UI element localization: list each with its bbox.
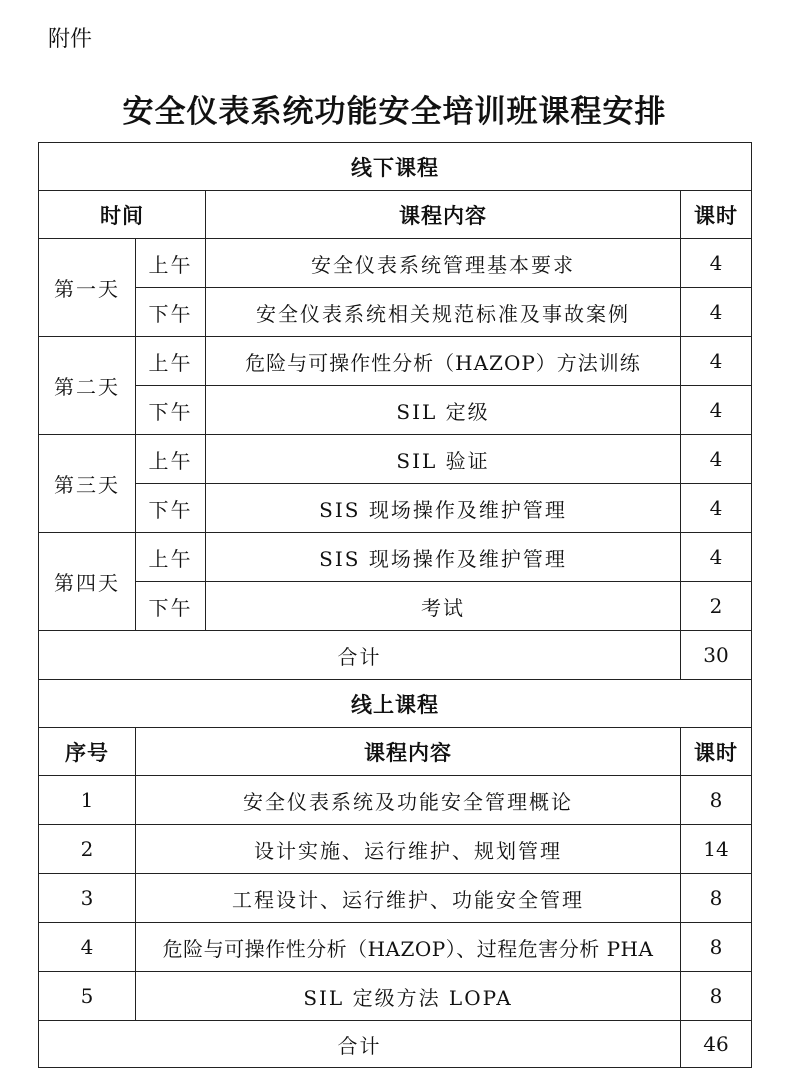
period-label: 下午 [136,484,206,533]
period-label: 下午 [136,288,206,337]
course-hours: 4 [681,435,752,484]
row-index: 1 [39,776,136,825]
course-content: SIL 验证 [206,435,681,484]
total-label: 合计 [39,631,681,680]
day-label: 第四天 [39,533,136,631]
course-hours: 8 [681,972,752,1021]
day-label: 第二天 [39,337,136,435]
course-content: SIS 现场操作及维护管理 [206,484,681,533]
course-content: 安全仪表系统管理基本要求 [206,239,681,288]
total-hours: 46 [681,1021,752,1068]
header-content: 课程内容 [136,728,681,776]
table-row [39,337,752,386]
header-time: 时间 [39,191,206,239]
offline-section-title: 线下课程 [39,143,752,191]
table-row [39,386,752,435]
course-content: 安全仪表系统相关规范标准及事故案例 [206,288,681,337]
online-header-row [39,728,752,776]
course-content: 安全仪表系统及功能安全管理概论 [136,776,681,825]
header-hours: 课时 [681,191,752,239]
course-content: SIS 现场操作及维护管理 [206,533,681,582]
course-hours: 4 [681,239,752,288]
course-hours: 4 [681,288,752,337]
table-row [39,435,752,484]
course-hours: 14 [681,825,752,874]
table-row [39,533,752,582]
course-content: 设计实施、运行维护、规划管理 [136,825,681,874]
table-row [39,923,752,972]
row-index: 2 [39,825,136,874]
period-label: 上午 [136,533,206,582]
table-row [39,582,752,631]
course-content: SIL 定级 [206,386,681,435]
total-label: 合计 [39,1021,681,1068]
header-index: 序号 [39,728,136,776]
period-label: 上午 [136,337,206,386]
course-hours: 8 [681,923,752,972]
offline-section-row [39,143,752,191]
table-row [39,776,752,825]
online-section-row [39,680,752,728]
table-row [39,972,752,1021]
course-content: 危险与可操作性分析（HAZOP）、过程危害分析 PHA [136,923,681,972]
course-content: 考试 [206,582,681,631]
course-hours: 2 [681,582,752,631]
table-row [39,484,752,533]
period-label: 上午 [136,435,206,484]
page-title: 安全仪表系统功能安全培训班课程安排 [122,94,667,130]
header-hours: 课时 [681,728,752,776]
course-hours: 4 [681,337,752,386]
period-label: 下午 [136,386,206,435]
course-hours: 8 [681,874,752,923]
period-label: 上午 [136,239,206,288]
course-schedule-table [38,142,752,1068]
table-row [39,874,752,923]
table-row [39,825,752,874]
day-label: 第三天 [39,435,136,533]
course-hours: 4 [681,533,752,582]
course-content: SIL 定级方法 LOPA [136,972,681,1021]
course-hours: 4 [681,484,752,533]
offline-header-row [39,191,752,239]
total-hours: 30 [681,631,752,680]
course-content: 工程设计、运行维护、功能安全管理 [136,874,681,923]
online-section-title: 线上课程 [39,680,752,728]
attachment-label: 附件 [48,27,93,52]
row-index: 4 [39,923,136,972]
course-content: 危险与可操作性分析（HAZOP）方法训练 [206,337,681,386]
table-row [39,288,752,337]
row-index: 5 [39,972,136,1021]
course-hours: 8 [681,776,752,825]
online-total-row [39,1021,752,1068]
offline-total-row [39,631,752,680]
period-label: 下午 [136,582,206,631]
row-index: 3 [39,874,136,923]
table-row [39,239,752,288]
header-content: 课程内容 [206,191,681,239]
course-hours: 4 [681,386,752,435]
day-label: 第一天 [39,239,136,337]
